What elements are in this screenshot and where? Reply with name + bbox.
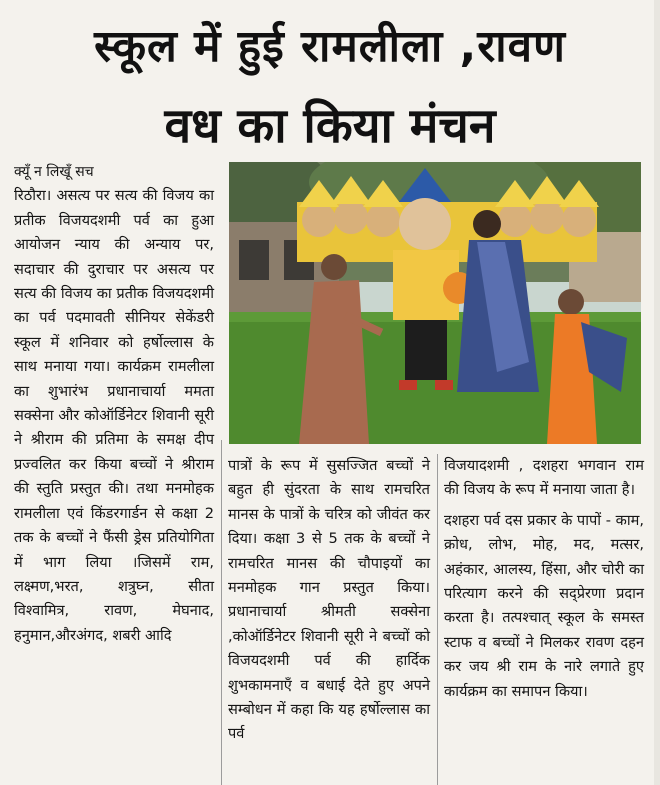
headline-line-1: स्कूल में हुई रामलीला ,रावण	[94, 21, 566, 72]
article-paragraph: रिठौरा। असत्य पर सत्य की विजय का प्रतीक विजयदशमी पर्व का हुआ आयोजन न्याय की अन्याय पर, सदाचार की दुराचार पर असत्य पर सत्य की विजय का प्रतीक विजयदशमी का पर्व पदमावती सीनियर सेकेंडरी स्कूल में शनिवार को हर्षोल्लास के साथ मनाया गया। कार्यक्रम रामलीला का शुभारंभ प्रधानाचार्या ममता सक्सेना और कोऑर्डिनेटर शिवानी सूरी ने श्रीराम की प्रतिमा के समक्ष दीप प्रज्वलित कर किया बच्चों ने श्रीराम की स्तुति प्रस्तुत की। तथा मनमोहक रामलीला एवं किंडरगार्डन से कक्षा 2 तक के बच्चों ने फैंसी ड्रेस प्रतियोगिता में भाग लिया ।जिसमें राम, लक्ष्मण,भरत, शत्रुघ्न, सीता विश्वामित्र, रावण, मेघनाद, हनुमान,औरअंगद, शबरी आदि	[14, 187, 214, 644]
article-paragraph: पात्रों के रूप में सुसज्जित बच्चों ने बहुत ही सुंदरता के साथ रामचरित मानस के पात्रों के चरित्र को जीवंत कर दिया। कक्षा 3 से 5 तक के बच्चों ने रामचरित मानस की चौपाइयों का मनमोहक गान प्रस्तुत किया। प्रधानाचार्या श्रीमती सक्सेना ,कोऑर्डिनेटर शिवानी सूरी ने बच्चों को विजयदशमी पर्व की हार्दिक शुभकामनाएँ व बधाई देते हुए अपने सम्बोधन में कहा कि यह हर्षोल्लास का पर्व	[228, 457, 430, 743]
article-column-3	[444, 454, 644, 704]
column-divider	[221, 440, 222, 785]
article-paragraph: दशहरा पर्व दस प्रकार के पापों - काम, क्रोध, लोभ, मोह, मद, मत्सर, अहंकार, आलस्य, हिंसा, और चोरी का परित्याग करने की सद्प्रेरणा प्रदान करता है। तत्पश्चात् स्कूल के समस्त स्टाफ व बच्चों ने मिलकर रावण दहन कर जय श्री राम के नारे लगाते हुए कार्यक्रम का समापन किया।	[444, 511, 644, 700]
article-column-2	[228, 454, 430, 747]
column-divider	[437, 454, 438, 785]
article-column-1	[14, 160, 214, 648]
byline: क्यूँ न लिखूँ सच	[14, 164, 94, 180]
news-photo	[229, 162, 641, 444]
photo-illustration	[229, 162, 641, 444]
headline	[0, 0, 660, 160]
article-paragraph: विजयादशमी , दशहरा भगवान राम की विजय के रूप में मनाया जाता है।	[444, 457, 644, 499]
page-edge	[654, 0, 660, 785]
headline-line-2: वध का किया मंचन	[164, 98, 496, 154]
